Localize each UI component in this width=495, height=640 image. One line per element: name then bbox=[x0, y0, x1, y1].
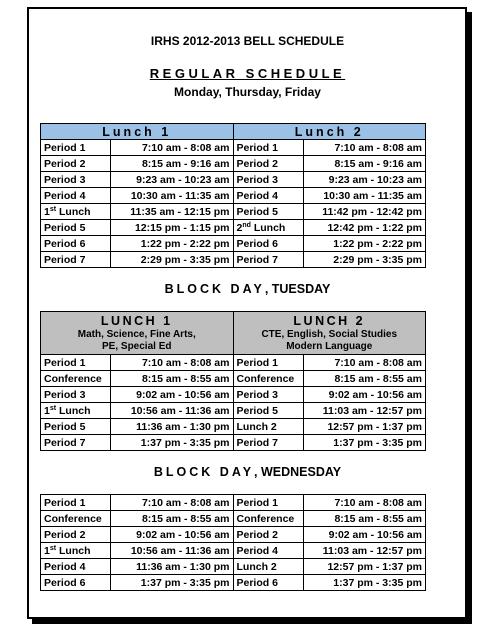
document-title: IRHS 2012-2013 BELL SCHEDULE bbox=[150, 34, 345, 48]
lunch2-time-range: 12:57 pm - 1:37 pm bbox=[303, 419, 426, 435]
lunch2-period-label: Period 7 bbox=[233, 435, 303, 451]
tuesday-lunch2-title: LUNCH 2 bbox=[293, 314, 366, 328]
schedule-row bbox=[41, 172, 426, 188]
lunch2-time-range: 9:02 am - 10:56 am bbox=[303, 387, 426, 403]
tuesday-lunch2-subjects: CTE, English, Social Studies bbox=[261, 329, 398, 340]
lunch2-period-label: Period 4 bbox=[233, 543, 303, 559]
wednesday-heading-block: BLOCK DAY bbox=[153, 465, 255, 479]
schedule-row bbox=[41, 495, 426, 511]
regular-schedule-heading: REGULAR SCHEDULE bbox=[149, 66, 346, 81]
lunch1-time-range: 10:56 am - 11:36 am bbox=[111, 543, 234, 559]
lunch1-time-range: 11:36 am - 1:30 pm bbox=[111, 419, 234, 435]
schedule-row bbox=[41, 188, 426, 204]
lunch2-period-label: Period 5 bbox=[233, 403, 303, 419]
lunch2-header: Lunch 2 bbox=[233, 124, 426, 140]
lunch1-time-range: 10:56 am - 11:36 am bbox=[111, 403, 234, 419]
schedule-row bbox=[41, 511, 426, 527]
lunch1-time-range: 9:23 am - 10:23 am bbox=[111, 172, 234, 188]
lunch1-period-label: Period 7 bbox=[41, 435, 111, 451]
lunch1-time-range: 1:37 pm - 3:35 pm bbox=[111, 435, 234, 451]
schedule-row bbox=[41, 236, 426, 252]
regular-schedule-body bbox=[41, 140, 426, 268]
regular-schedule-table bbox=[40, 123, 426, 268]
lunch1-period-label: Conference bbox=[41, 371, 111, 387]
schedule-row bbox=[41, 419, 426, 435]
lunch1-period-label: 1st Lunch bbox=[41, 403, 111, 419]
regular-days-subheading: Monday, Thursday, Friday bbox=[174, 85, 321, 99]
wednesday-schedule-table bbox=[40, 494, 426, 591]
lunch2-time-range: 7:10 am - 8:08 am bbox=[303, 355, 426, 371]
lunch2-period-label: Lunch 2 bbox=[233, 559, 303, 575]
lunch1-period-label: Period 1 bbox=[41, 355, 111, 371]
lunch1-time-range: 9:02 am - 10:56 am bbox=[111, 527, 234, 543]
wednesday-heading bbox=[0, 465, 495, 479]
lunch2-period-label: Period 6 bbox=[233, 575, 303, 591]
lunch2-time-range: 9:02 am - 10:56 am bbox=[303, 527, 426, 543]
schedule-row bbox=[41, 140, 426, 156]
lunch2-time-range: 7:10 am - 8:08 am bbox=[303, 140, 426, 156]
lunch1-time-range: 11:35 am - 12:15 pm bbox=[111, 204, 234, 220]
schedule-row bbox=[41, 387, 426, 403]
lunch2-period-label: Period 5 bbox=[233, 204, 303, 220]
lunch1-period-label: Conference bbox=[41, 511, 111, 527]
lunch2-time-range: 8:15 am - 8:55 am bbox=[303, 371, 426, 387]
lunch2-period-label: Period 2 bbox=[233, 527, 303, 543]
lunch2-time-range: 11:03 am - 12:57 pm bbox=[303, 403, 426, 419]
lunch1-time-range: 10:30 am - 11:35 am bbox=[111, 188, 234, 204]
lunch2-period-label: Period 2 bbox=[233, 156, 303, 172]
tuesday-schedule-table bbox=[40, 311, 426, 451]
lunch1-period-label: Period 2 bbox=[41, 527, 111, 543]
lunch1-header: Lunch 1 bbox=[41, 124, 234, 140]
schedule-row bbox=[41, 559, 426, 575]
lunch2-time-range: 10:30 am - 11:35 am bbox=[303, 188, 426, 204]
lunch1-period-label: Period 6 bbox=[41, 236, 111, 252]
lunch1-time-range: 7:10 am - 8:08 am bbox=[111, 140, 234, 156]
lunch1-period-label: Period 3 bbox=[41, 387, 111, 403]
schedule-row bbox=[41, 435, 426, 451]
lunch1-period-label: 1st Lunch bbox=[41, 204, 111, 220]
lunch1-time-range: 11:36 am - 1:30 pm bbox=[111, 559, 234, 575]
schedule-row bbox=[41, 371, 426, 387]
lunch2-period-label: Period 1 bbox=[233, 495, 303, 511]
lunch2-time-range: 11:42 pm - 12:42 pm bbox=[303, 204, 426, 220]
lunch1-time-range: 1:37 pm - 3:35 pm bbox=[111, 575, 234, 591]
lunch1-period-label: Period 5 bbox=[41, 419, 111, 435]
lunch1-time-range: 8:15 am - 8:55 am bbox=[111, 371, 234, 387]
tuesday-lunch1-header bbox=[41, 312, 234, 355]
lunch2-period-label: Period 3 bbox=[233, 172, 303, 188]
lunch1-time-range: 12:15 pm - 1:15 pm bbox=[111, 220, 234, 236]
schedule-row bbox=[41, 543, 426, 559]
schedule-row bbox=[41, 220, 426, 236]
lunch1-period-label: Period 2 bbox=[41, 156, 111, 172]
lunch1-period-label: Period 1 bbox=[41, 140, 111, 156]
lunch2-period-label: 2nd Lunch bbox=[233, 220, 303, 236]
wednesday-heading-day: , WEDNESDAY bbox=[254, 465, 342, 479]
lunch1-time-range: 7:10 am - 8:08 am bbox=[111, 355, 234, 371]
lunch2-time-range: 8:15 am - 9:16 am bbox=[303, 156, 426, 172]
lunch2-time-range: 12:42 pm - 1:22 pm bbox=[303, 220, 426, 236]
lunch2-period-label: Period 6 bbox=[233, 236, 303, 252]
lunch1-period-label: Period 3 bbox=[41, 172, 111, 188]
lunch1-period-label: Period 7 bbox=[41, 252, 111, 268]
lunch1-time-range: 2:29 pm - 3:35 pm bbox=[111, 252, 234, 268]
tuesday-schedule-body bbox=[41, 355, 426, 451]
lunch2-time-range: 9:23 am - 10:23 am bbox=[303, 172, 426, 188]
lunch2-time-range: 1:37 pm - 3:35 pm bbox=[303, 435, 426, 451]
lunch1-time-range: 1:22 pm - 2:22 pm bbox=[111, 236, 234, 252]
lunch2-time-range: 11:03 am - 12:57 pm bbox=[303, 543, 426, 559]
schedule-row bbox=[41, 527, 426, 543]
lunch2-period-label: Lunch 2 bbox=[233, 419, 303, 435]
lunch2-time-range: 7:10 am - 8:08 am bbox=[303, 495, 426, 511]
tuesday-heading-day: , TUESDAY bbox=[264, 282, 331, 296]
lunch2-period-label: Conference bbox=[233, 371, 303, 387]
lunch1-time-range: 8:15 am - 8:55 am bbox=[111, 511, 234, 527]
tuesday-heading-block: BLOCK DAY bbox=[164, 282, 265, 296]
lunch1-period-label: Period 1 bbox=[41, 495, 111, 511]
tuesday-lunch1-subjects-2: PE, Special Ed bbox=[102, 341, 172, 352]
lunch2-time-range: 2:29 pm - 3:35 pm bbox=[303, 252, 426, 268]
tuesday-lunch1-subjects: Math, Science, Fine Arts, bbox=[77, 329, 196, 340]
lunch1-period-label: Period 4 bbox=[41, 188, 111, 204]
schedule-row bbox=[41, 403, 426, 419]
tuesday-lunch2-subjects-2: Modern Language bbox=[286, 341, 373, 352]
wednesday-schedule-body bbox=[41, 495, 426, 591]
lunch2-time-range: 8:15 am - 8:55 am bbox=[303, 511, 426, 527]
lunch1-period-label: 1st Lunch bbox=[41, 543, 111, 559]
lunch1-time-range: 9:02 am - 10:56 am bbox=[111, 387, 234, 403]
tuesday-lunch1-title: LUNCH 1 bbox=[100, 314, 173, 328]
schedule-row bbox=[41, 355, 426, 371]
lunch1-period-label: Period 6 bbox=[41, 575, 111, 591]
lunch2-period-label: Period 7 bbox=[233, 252, 303, 268]
lunch2-time-range: 1:37 pm - 3:35 pm bbox=[303, 575, 426, 591]
lunch2-time-range: 1:22 pm - 2:22 pm bbox=[303, 236, 426, 252]
lunch2-period-label: Conference bbox=[233, 511, 303, 527]
lunch2-period-label: Period 1 bbox=[233, 140, 303, 156]
lunch2-period-label: Period 4 bbox=[233, 188, 303, 204]
lunch1-period-label: Period 5 bbox=[41, 220, 111, 236]
lunch2-period-label: Period 3 bbox=[233, 387, 303, 403]
lunch2-period-label: Period 1 bbox=[233, 355, 303, 371]
lunch1-time-range: 7:10 am - 8:08 am bbox=[111, 495, 234, 511]
lunch1-time-range: 8:15 am - 9:16 am bbox=[111, 156, 234, 172]
schedule-row bbox=[41, 204, 426, 220]
lunch1-period-label: Period 4 bbox=[41, 559, 111, 575]
schedule-row bbox=[41, 575, 426, 591]
lunch2-time-range: 12:57 pm - 1:37 pm bbox=[303, 559, 426, 575]
schedule-row bbox=[41, 156, 426, 172]
tuesday-heading bbox=[0, 282, 495, 296]
tuesday-lunch2-header bbox=[233, 312, 426, 355]
schedule-row bbox=[41, 252, 426, 268]
